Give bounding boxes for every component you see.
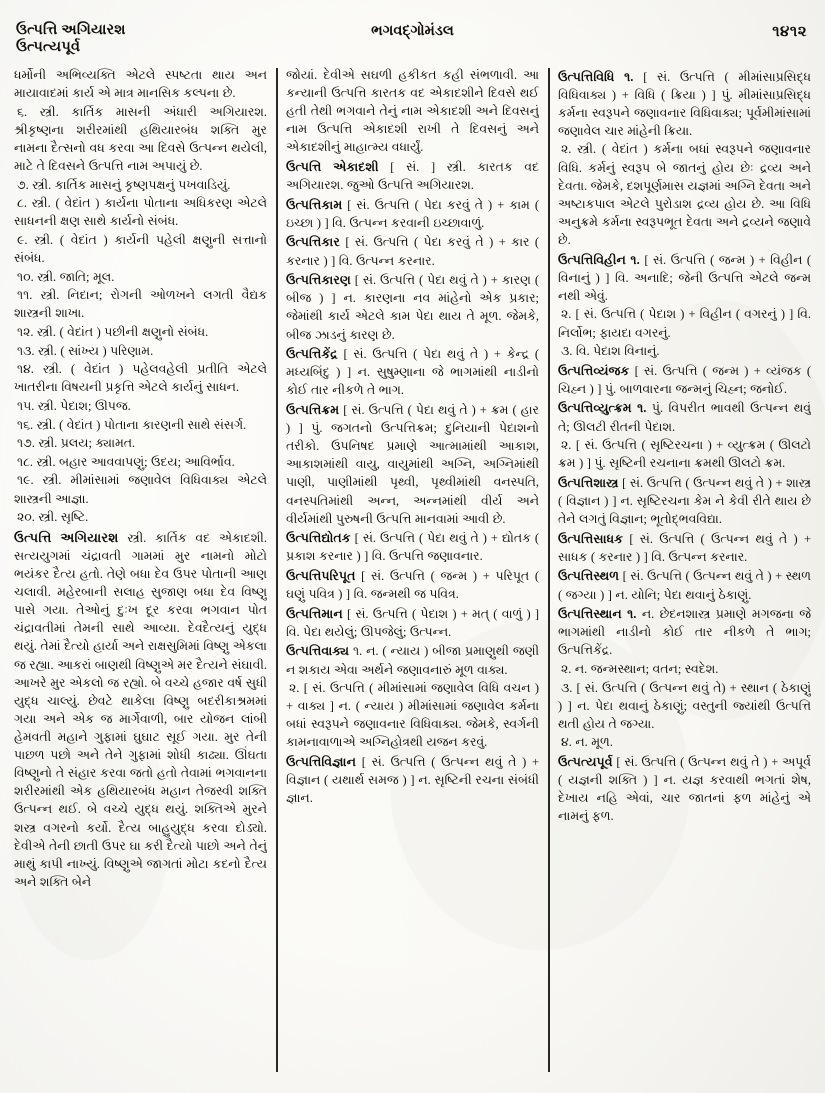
column-rule-2 [539, 66, 558, 1078]
sense-number: ૧. [624, 69, 634, 84]
entry-etymology: [ સં. ઉત્પત્તિ ( મીમાંસાપ્રસિદ્ધ વિધિવાક્ય ) + વિધિ ( ક્રિયા ) ] [558, 69, 811, 102]
entry-definition-text: ૧૫. સ્ત્રી. પેદાશ; ઊપજ. [17, 398, 131, 413]
entry-headword: ઉત્પત્તિ એકાદશી [286, 160, 379, 175]
entry-etymology: [ સં. ઉત્પત્તિ ( પેદા થવું તે ) + દ્યોતક ( પ્રકાશ કરનાર ) ] [286, 531, 539, 564]
entry-headword: ઉત્પત્તિવાક્ય [286, 644, 350, 659]
dictionary-entry [286, 158, 539, 194]
entry-sense [558, 436, 811, 472]
entry-etymology: [ સં. ઉત્પત્તિ ( પેદા થવું તે ) + કારણ ( બીજ ) ] [286, 273, 539, 306]
entry-sense [286, 679, 539, 751]
entry-definition-text: ન. છેદનશાસ્ત્ર પ્રમાણે મગજના જે ભાગમાંથી નાડીનો કોઈ તાર નીકળે તે ભાગ; ઉત્પત્તિકેંદ્ર. [558, 607, 811, 658]
entry-headword: ઉત્પત્તિકામ [286, 197, 343, 212]
entry-definition-text: ૧૯. સ્ત્રી. મીમાંસામાં જણાવેલ વિધિવાક્ય એટલે શાસ્ત્રની આજ્ઞા. [14, 473, 267, 506]
dictionary-entry [14, 528, 267, 891]
entry-definition-text: ૧. ન. ( ન્યાય ) બીજા પ્રમાણુથી જણી ન શકાય એવા અર્થને જણાવનારું મૂળ વાક્ય. [286, 644, 539, 677]
entry-etymology: [ સં. ઉત્પત્તિ ( પેદા કરવું તે ) + કામ ( ઇચ્છા ) ] [286, 197, 539, 230]
entry-etymology: [ સં. ઉત્પત્તિ ( પેદા થવું તે ) + ક્રમ ( હાર ) ] [286, 402, 539, 436]
entry-headword: ઉત્પત્યપૂર્વ [558, 755, 613, 770]
entry-definition-text: વિ. ઉત્પન્ન કરવાની ઇચ્છાવાળું. [328, 215, 485, 230]
entry-definition-text: ૧૧. સ્ત્રી. નિદાન; રોગની ઓળખને લગતી વૈદ્યક શાસ્ત્રની શાખા. [14, 288, 267, 321]
entry-definition-text: વિ. ઉત્પન્ન કરનાર. [647, 549, 748, 564]
dictionary-entry [286, 605, 539, 641]
entry-definition-text: સ્ત્રી. કારતક વદ અગિયારશ. જુઓ ઉત્પત્તિ અગિયારશ. [286, 160, 539, 193]
entry-definition-text: ૧૨. સ્ત્રી. ( વેદાંત ) પછીની ક્ષણુનો સંબંધ. [17, 325, 209, 340]
entry-headword: ઉત્પત્તિમાન [286, 606, 343, 621]
entry-definition-text: ૮. સ્ત્રી. ( વેદાંત ) કાર્યના પોતાના અધિકરણ એટલે સાધનની ક્ષણ સાથે કાર્યનો સંબંધ. [14, 196, 267, 229]
entry-definition-text: જોયાં. દેવીએ સઘળી હકીકત કહી સંભળાવી. આ કન્યાની ઉત્પત્તિ કારતક વદ એકાદશીને દિવસે થઈ હતી તેથી ભગવાને તેનું નામ એકાદશી અને દિવસનું નામ ઉત્પત્તિ એકાદશી રાખી તે દિવસનું અને એકાદશીનું માહાત્મ્ય વધાર્યું. [286, 68, 539, 155]
entry-etymology: [ સં. ઉત્પત્તિ ( ઉત્પન્ન થવું તે ) + સાધક ( કરનાર ) ] [558, 531, 811, 564]
column-2-body [286, 66, 539, 807]
entry-sense [14, 416, 267, 434]
column-rule-1 [267, 66, 286, 1078]
entry-definition-text: ૧૭. સ્ત્રી. પ્રલય; ક્યામત. [17, 436, 136, 451]
entry-definition-text: સ્ત્રી. કાર્તિક વદ એકાદશી. સત્યયુગમાં ચંદ્રાવતી ગામમાં મુર નામનો મોટો ભયંકર દૈત્ય હતો. તેણે બધા દેવ ઉપર પોતાની આણ ચલાવી. મહેરબાની સલાહ સુજાણ બધા દેવ વિષ્ણુ પાસે ગયા. તેઓનું દુઃખ દૂર કરવા ભગવાન પોત ચંદ્રાવતીમાં તેમની સાથે આવ્યા. દેવદૈત્યનું યુદ્ધ થયું. તેમાં દૈત્યો હાર્યા અને રાક્ષસુમિમાં વિષ્ણુ એકલા જ રહ્યા. આકરાં બાણથી વિષ્ણુએ મર દૈત્યને સંઘાવી. આખરે મુર એકલો જ રહ્યો. બે વચ્ચે હજાર વર્ષ સુધી યુદ્ધ ચાલ્યું. છેવટે થાકેલા વિષ્ણુ બદરીકાશ્રમમાં ગયા અને એક જ માર્ગેવાળી, બાર યોજન લાંબી હેમવતી મહાને ગુફામાં ઘુઘાટ સૂઈ ગયા. મુર તેની પાછળ પછો અને તેને ગુફામાં શોધી કાઢ્યા. ઊંઘતા વિષ્ણુનો તે સંહાર કરવા જતો હતો તેવામાં ભગવાનના શરીરમાંથી એક હથિયારબંધ મહાન તેજસ્વી શક્તિ ઉત્પન્ન થઈ. બે વચ્ચે યુદ્ધ થયું. શક્તિએ મુરને શસ્ત્ર વગરનો કર્યો. દૈત્ય બાહુયુદ્ધ કરવા દોડ્યો. દેવીએ તેની છાતી ઉપર ઘા કરી દૈત્યો પાછો અને તેનું માથું કાપી નાખ્યું. વિષ્ણુએ જાગતાં મોટા કદનો દૈત્ય અને શક્તિ બેને [14, 530, 267, 889]
entry-sense [14, 286, 267, 322]
entry-sense [14, 434, 267, 452]
dictionary-entry [558, 530, 811, 566]
book-title: ભગવદ્ગોમંડલ [371, 23, 454, 39]
entry-sense [558, 733, 811, 751]
dictionary-entry [558, 753, 811, 825]
entry-etymology: [ સં. ઉત્પત્તિ ( જન્મ ) + વ્યંજક ( ચિહ્ન ) ] [558, 363, 811, 396]
dictionary-entry [558, 605, 811, 659]
entry-sense [14, 231, 267, 267]
column-3-body [558, 68, 811, 826]
entry-sense [558, 305, 811, 341]
entry-definition-text: ૯. સ્ત્રી. ( વેદાંત ) કાર્યની પહેલી ક્ષણુની સત્તાનો સંબંધ. [14, 232, 267, 266]
entry-definition-text: વિ. ઉત્પત્તિ જણાવનાર. [368, 549, 483, 564]
entry-headword: ઉત્પત્તિસાધક [558, 531, 624, 546]
entry-etymology: [ સં. ઉત્પત્તિ ( જન્મ ) + વિહીન ( વિનાનું ) ] [558, 252, 811, 285]
entry-definition-text: પું. જગતનો ઉત્પત્તિક્રમ; દુનિયાની પેદાશનો તરીકો. ઉપનિષદ પ્રમાણે આત્મામાંથી આકાશ, આકાશમાંથી વાયુ, વાયુમાંથી અગ્નિ, અગ્નિમાંથી પાણી, પાણીમાંથી પૃથ્વી, પૃથ્વીમાંથી વનસ્પતિ, વનસ્પતિમાંથી અન્ન, અન્નમાંથી વીર્ય અને વીર્યમાંથી પુરુષની ઉત્પત્તિ માનવામાં આવી છે. [286, 421, 539, 526]
entry-headword: ઉત્પત્તિકારણ [286, 273, 351, 288]
entry-definition-text: ૧૦. સ્ત્રી. જાતિ; મૂલ. [17, 269, 115, 284]
dictionary-entry [286, 529, 539, 565]
dictionary-entry [286, 271, 539, 343]
entry-sense [14, 268, 267, 286]
dictionary-entry [286, 196, 539, 232]
entry-sense [14, 360, 267, 396]
dictionary-entry [286, 345, 539, 399]
entry-definition-text: ન. સુષુમ્ણાના જે ભાગમાંથી નાડીનો કોઈ તાર નીકળે તે ભાગ. [286, 365, 539, 398]
entry-sense [14, 194, 267, 230]
entry-etymology: [ સં. ઉત્પત્તિ ( પેદાશ ) + મત્ ( વાળું ) ] [346, 606, 539, 621]
entry-headword: ઉત્પત્તિ અગિયારશ [14, 529, 119, 545]
entry-etymology: [ સં. ઉત્પત્તિ ( ઉત્પન્ન થવું તે ) + શાસ્ત્ર ( વિજ્ઞાન ) ] [558, 475, 811, 509]
entry-definition-text: ૨. [ સં. ઉત્પત્તિ ( મીમાંસામાં જણાવેલ વિધિ વચન ) + વાક્ય ] ન. ( ન્યાય ) મીમાંસામાં જણાવેલ કર્મના બધાં સ્વરૂપને જણાવનાર વિધિવાક્ય. જેમકે, સ્વર્ગની કામનાવાળાએ અગ્નિહોત્રથી યજન કરવું. [286, 681, 539, 750]
text-continuation [286, 66, 539, 157]
sense-number: ૧. [637, 401, 647, 416]
column-1-body [14, 66, 267, 891]
entry-sense [14, 471, 267, 507]
dictionary-entry [558, 474, 811, 528]
entry-definition-text: વિ. ઉત્પન્ન કરનાર. [335, 253, 435, 268]
running-head-first-entry: ઉત્પત્તિ અગિયારશ [16, 22, 126, 38]
entry-definition-text: ૭. સ્ત્રી. કાર્તિક માસનું કૃષ્ણપક્ષનું પખવાડિયું. [17, 177, 231, 192]
entry-headword: ઉત્પત્તિદ્યોતક [286, 531, 351, 546]
entry-headword: ઉત્પત્તિવ્યુત્ક્રમ [558, 401, 632, 416]
page-header [14, 22, 811, 68]
entry-sense [14, 453, 267, 471]
entry-headword: ઉત્પત્તિવિધિ [558, 69, 615, 84]
entry-definition-text: વિ. પેદા થયેલું; ઊપજેલું; ઉત્પન્ન. [286, 624, 452, 639]
entry-definition-text: ન. યોનિ; પેદા થવાનું ઠેકાણું. [611, 587, 752, 602]
entry-definition-text: ન. સૃષ્ટિની રચના સંબંધી જ્ઞાન. [286, 773, 539, 806]
entry-definition-text: ૬. સ્ત્રી. કાર્તિક માસની અંધારી અગિયારશ. શ્રીકૃષ્ણના શરીરમાંથી હથિયારબંધ શક્તિ મુર નામના દૈત્સનો વધ કરવા આ દિવસે ઉત્પન્ન થયેલી, માટે તે દિવસને ઉત્પત્તિ નામ અપાયું છે. [14, 104, 267, 174]
entry-sense [14, 103, 267, 175]
entry-sense [14, 397, 267, 415]
entry-sense [558, 140, 811, 249]
entry-etymology: [ સં. ઉત્પત્તિ ( ઉત્પન્ન થવું તે ) + અપૂર્વ ( યજ્ઞની શક્તિ ) ] [558, 755, 811, 788]
entry-etymology: [ સં. ઉત્પત્તિ ( જન્મ ) + પરિપૂત ( ઘણું પવિત્ર ) ] [286, 568, 539, 602]
entry-sense [558, 342, 811, 360]
entry-definition-text: ૪. ન. મૂળ. [561, 735, 613, 750]
entry-definition-text: ૧૬. સ્ત્રી. ( વેદાંત ) પોતાના કારણની સાથે સંસર્ગ. [17, 417, 247, 432]
entry-sense [14, 508, 267, 526]
entry-definition-text: ૧૩. સ્ત્રી. ( સાંખ્ય ) પરિણામ. [17, 343, 154, 358]
entry-headword: ઉત્પત્તિસ્થાન [558, 607, 622, 622]
dictionary-entry [286, 401, 539, 528]
entry-definition-text: ન. કારણના નવ માંહેનો એક પ્રકાર; જેમાંથી કાર્ય એટલે કામ પેદા થાય તે મૂળ. જેમકે, બીજ ઝાડનું કારણ છે. [286, 291, 539, 342]
entry-definition-text: ૧૪. સ્ત્રી. ( વેદાંત ) પહેલવહેલી પ્રતીતિ એટલે ખાતરીના વિષયની પ્રકૃત્તિ એટલે કાર્યનું સાધન. [14, 362, 267, 395]
dictionary-entry [558, 567, 811, 603]
entry-sense [14, 342, 267, 360]
dictionary-entry [558, 68, 811, 140]
dictionary-entry [558, 251, 811, 305]
entry-etymology: [ સં. ઉત્પત્તિ ( પેદા કરવું તે ) + કાર ( કરનાર ) ] [286, 235, 539, 268]
sense-number: ૧. [627, 607, 637, 622]
column-2 [286, 66, 539, 1078]
dictionary-entry [286, 642, 539, 678]
dictionary-entry [286, 233, 539, 269]
running-head-last-entry: ઉત્પત્યપૂર્વ [16, 39, 81, 56]
entry-definition-text: ૩. વિ. પેદાશ વિનાનું. [561, 344, 660, 359]
entry-headword: ઉત્પત્તિવિજ્ઞાન [286, 755, 356, 770]
sense-number: ૧. [630, 252, 640, 267]
entry-headword: ઉત્પત્તિસ્થળ [558, 569, 620, 584]
dictionary-entry [286, 753, 539, 807]
entry-sense [14, 323, 267, 341]
entry-definition-text: ૨૦. સ્ત્રી. સૃષ્ટિ. [17, 510, 89, 525]
entry-definition-text: ૨. સ્ત્રી. ( વેદાંત ) કર્મના બધાં સ્વરૂપને જણાવનાર વિધિ. કર્મનું સ્વરૂપ બે જાતનું હોય છેઃ દ્રવ્ય અને દેવતા. જેમકે, દશપૂર્ણમાસ યજ્ઞમાં અગ્નિ દેવતા અને અષ્ટાકપાલ એટલે પુરોડાશ દ્રવ્ય હોય છે. આ વિધિ અનુક્રમે કર્મના સ્વરૂપભૂત દેવતા અને દ્રવ્યને જણાવે છે. [558, 142, 811, 247]
entry-definition-text: ન. યજ્ઞ કરવાથી ભગતાં શેષ, દેખાય નહિ એવાં, ચાર જાતનાં ફળ માંહેનું એ નામનું ફળ. [558, 773, 811, 824]
text-continuation [14, 66, 267, 102]
entry-headword: ઉત્પત્તિશાસ્ત્ર [558, 475, 619, 490]
entry-headword: ઉત્પત્તિક્રમ [286, 402, 340, 417]
column-1 [14, 66, 267, 1078]
entry-etymology: [ સં. ઉત્પત્તિ ( ઉત્પન્ન થવું તે ) + વિજ્ઞાન ( યથાર્થ સમજ ) ] [286, 755, 539, 788]
column-container [14, 66, 811, 1078]
entry-sense [14, 176, 267, 194]
entry-etymology: [ સં. ] [390, 160, 436, 175]
entry-etymology: [ સં. ઉત્પત્તિ ( ઉત્પન્ન થવું તે ) + સ્થળ ( જગ્યા ) ] [558, 569, 811, 602]
dictionary-entry [286, 567, 539, 603]
entry-headword: ઉત્પત્તિકેંદ્ર [286, 347, 338, 362]
entry-headword: ઉત્પત્તિકાર [286, 235, 340, 250]
entry-definition-text: ૨. [ સં. ઉત્પત્તિ ( પેદાશ ) + વિહીન ( વગરનું ) ] વિ. નિર્લોભ; ફાયદા વગરનું. [558, 307, 811, 340]
entry-definition-text: ન. સૃષ્ટિરચના કેમ ને કેવી રીતે થાય છે તેને લગતું વિજ્ઞાન; ભૂતોદ્ભવવિદ્યા. [558, 494, 811, 527]
entry-definition-text: પું. મીમાંસાપ્રસિદ્ધ કર્મના સ્વરૂપને જણાવનાર વિધિવાક્ય; પૂર્વમીમાંસામાં જણાવેલ ચાર માંહેની ક્રિયા. [558, 87, 811, 138]
entry-definition-text: ૨. ન. જન્મસ્થાન; વતન; સ્વદેશ. [561, 662, 719, 676]
entry-definition-text: ૨. [ સં. ઉત્પત્તિ ( સૃષ્ટિરચના ) + વ્યુત્ક્રમ ( ઊલટો ક્રમ ) ] પું. સૃષ્ટિની રચનાના ક્રમથી ઊલટો ક્રમ. [558, 438, 811, 471]
entry-definition-text: ધર્મોની અભિવ્યક્તિ એટલે સ્પષ્ટતા થાય અન માયાવાદમાં કાર્ય એ માત્ર માનસિક કલ્પના છે. [14, 68, 267, 101]
entry-etymology: [ સં. ઉત્પત્તિ ( પેદા થવું તે ) + કેન્દ્ર ( મધ્યબિંદુ ) ] [286, 347, 539, 380]
dictionary-entry [558, 399, 811, 435]
entry-definition-text: ૩. [ સં. ઉત્પત્તિ ( ઉત્પન્ન થવું તે) + સ્થાન ( ઠેકાણું ) ] ન. પેદા થવાનું ઠેકાણું; વસ્તુની જ્યાંથી ઉત્પત્તિ થતી હોય તે જગ્યા. [558, 680, 811, 731]
dictionary-entry [558, 362, 811, 398]
column-3 [558, 66, 811, 1078]
entry-definition-text: પું. બાળવારના જન્મનું ચિહ્ન; જનોઈ. [601, 381, 787, 396]
entry-sense [558, 660, 811, 678]
page-number: ૧૪૧૨ [772, 24, 807, 40]
entry-headword: ઉત્પત્તિવ્યંજક [558, 363, 630, 378]
entry-headword: ઉત્પત્તિવિહીન [558, 252, 626, 267]
entry-definition-text: ૧૮. સ્ત્રી. બહાર આવવાપણું; ઉદય; આવિર્ભાવ. [17, 454, 235, 469]
entry-definition-text: વિ. અનાદિ; જેની ઉત્પત્તિ એટલે જન્મ નથી એવું. [558, 270, 811, 303]
entry-definition-text: પું. વિપરીત ભાવથી ઉત્પન્ન થવું તે; ઊલટી રીતની પેદાશ. [558, 401, 811, 434]
entry-sense [558, 679, 811, 733]
entry-definition-text: વિ. જન્મથી જ પવિત્ર. [350, 587, 459, 602]
entry-headword: ઉત્પત્તિપરિપૂત [286, 568, 356, 583]
